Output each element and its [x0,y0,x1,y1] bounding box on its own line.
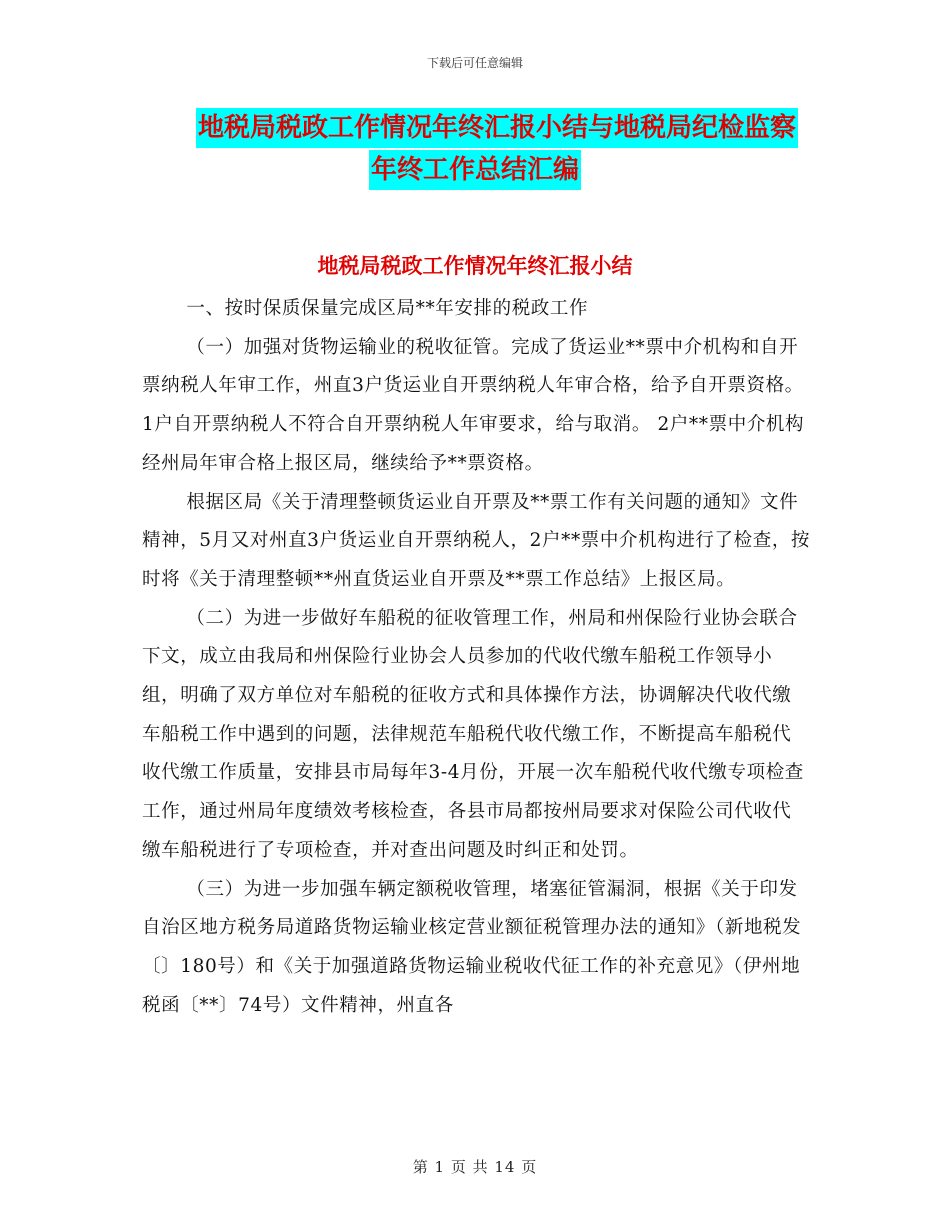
section-subtitle: 地税局税政工作情况年终汇报小结 [317,254,633,278]
document-title [0,108,950,192]
paragraph: 根据区局《关于清理整顿货运业自开票及**票工作有关问题的通知》文件精神，5月又对州直3户货运业自开票纳税人，2户**票中介机构进行了检查，按时将《关于清理整顿**州直货运业自开票及**票工作总结》上报区局。 [142,491,811,590]
paragraph: （一）加强对货物运输业的税收征管。完成了货运业**票中介机构和自开票纳税人年审工作，州直3户货运业自开票纳税人年审合格，给予自开票资格。1户自开票纳税人不符合自开票纳税人年审要求，给与取消。 2户**票中介机构经州局年审合格上报区局，继续给予**票资格。 [142,336,805,474]
page-header-note: 下载后可任意编辑 [426,56,523,70]
paragraph: （三）为进一步加强车辆定额税收管理，堵塞征管漏洞，根据《关于印发自治区地方税务局道路货物运输业核定营业额征税管理办法的通知》（新地税发〔〕180号）和《关于加强道路货物运输业税收代征工作的补充意见》（伊州地税函〔**〕74号）文件精神，州直各 [142,878,802,1016]
title-line-1: 地税局税政工作情况年终汇报小结与地税局纪检监察 [196,108,798,148]
paragraph: 一、按时保质保量完成区局**年安排的税政工作 [186,298,589,319]
paragraph: （二）为进一步做好车船税的征收管理工作，州局和州保险行业协会联合下文，成立由我局和州保险行业协会人员参加的代收代缴车船税工作领导小组，明确了双方单位对车船税的征收方式和具体操作方法，协调解决代收代缴车船税工作中遇到的问题，法律规范车船税代收代缴工作，不断提高车船税代收代缴工作质量，安排县市局每年3-4月份，开展一次车船税代收代缴专项检查工作，通过州局年度绩效考核检查，各县市局都按州局要求对保险公司代收代缴车船税进行了专项检查，并对查出问题及时纠正和处罚。 [142,607,804,861]
page-number-footer: 第 1 页 共 14 页 [412,1158,538,1176]
document-body [142,290,810,1025]
title-line-2: 年终工作总结汇编 [369,150,581,190]
